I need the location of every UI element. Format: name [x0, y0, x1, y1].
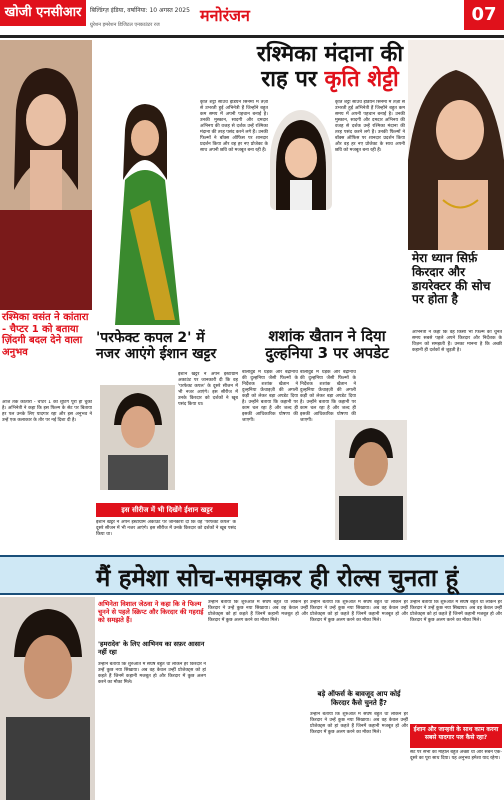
bottom-subhead: 'हमरादेव' के लिए आभिनय का सफ़र आसान नहीं रहा [98, 640, 205, 656]
rashmika-body-col1 [200, 100, 268, 320]
shashank-photo [335, 420, 407, 540]
interview-banner [0, 555, 504, 595]
ishaan-photo [100, 385, 175, 490]
left-sidebar-text: आज तक कांतारा - चैप्टर 1 की शूटिंग पूरी हो चुकी है। अभिनेत्री ने कहा कि इस फिल्म के सेट पर बिताया हर पल उनके लिए यादगार रहा और इस अनुभव ने उन्हें एक कलाकार के तौर पर नई दिशा दी है। [2, 400, 92, 423]
bottom-question: बड़े ऑफर्स के बावजूद आप कोई किरदार कैसे चुनते हैं? [317, 690, 401, 707]
rashmika-portrait [270, 110, 332, 210]
rashmika-body-col2 [335, 100, 405, 320]
left-actress-photo [0, 40, 92, 310]
right-actress-photo [408, 40, 504, 250]
bottom-body-col2 [208, 600, 308, 797]
rashmika-headline-line2a: राह पर [261, 67, 317, 93]
shashank-body-col1 [242, 370, 298, 550]
bottom-body-text-4: उन्होंने बताया कि शुरुआत में संघर्ष बहुत था लेकिन हर किरदार ने उन्हें कुछ नया सिखाया। अब वह केवल उन्हीं प्रोजेक्ट्स को हां कहते हैं जिनमें कहानी मजबूत हो और किरदार में कुछ अलग करने का मौका मिले। [310, 712, 408, 735]
shashank-headline-b: दुल्हनिया 3 पर अपडेट [265, 344, 389, 363]
bottom-right-text: सेट पर सभी का माहौल बहुत अच्छा था और सबने एक-दूसरे का पूरा साथ दिया। यह अनुभव हमेशा याद रहेगा। [410, 750, 502, 761]
bottom-body-col5 [410, 600, 502, 722]
shashank-headline [242, 328, 412, 363]
page-number: 07 [464, 0, 504, 30]
ishaan-body-col1 [178, 372, 238, 497]
rashmika-body-text-1: कृति शेट्टी साउथ इंडियन सिनेमा में तेज़ी से उभरती हुई अभिनेत्री हैं जिन्होंने बहुत कम समय में अपनी पहचान बनाई है। उनकी मुस्कान, सादगी और दमदार अभिनय की वजह से दर्शक उन्हें रश्मिका मंदाना की तरह पसंद करने लगे हैं। उनकी फिल्मों ने बॉक्स ऑफिस पर शानदार प्रदर्शन किया और वह हर नए प्रोजेक्ट के साथ अपनी छवि को मजबूत बना रही हैं। [200, 100, 268, 153]
masthead [0, 0, 504, 38]
bottom-body-text-3: उन्होंने बताया कि शुरुआत में संघर्ष बहुत था लेकिन हर किरदार ने उन्हें कुछ नया सिखाया। अब वह केवल उन्हीं प्रोजेक्ट्स को हां कहते हैं जिनमें कहानी मजबूत हो और किरदार में कुछ अलग करने का मौका मिले। [310, 600, 408, 623]
bottom-body-col4 [310, 712, 408, 797]
ishaan-headline-a: 'परफेक्ट कपल 2' में [96, 330, 205, 346]
bottom-right-question-box: ईशान और जान्हवी के साथ काम करना सबसे यादगार पल कैसे रहा? [410, 724, 502, 748]
dateline: बिल्डिंग्ज़ इंडिया, वर्षानिया: 10 अगस्त 2025 [90, 7, 190, 14]
bottom-body-col3 [310, 600, 408, 686]
rashmika-body-text-2: कृति शेट्टी साउथ इंडियन सिनेमा में तेज़ी से उभरती हुई अभिनेत्री हैं जिन्होंने बहुत कम समय में अपनी पहचान बनाई है। उनकी मुस्कान, सादगी और दमदार अभिनय की वजह से दर्शक उन्हें रश्मिका मंदाना की तरह पसंद करने लगे हैं। उनकी फिल्मों ने बॉक्स ऑफिस पर शानदार प्रदर्शन किया और वह हर नए प्रोजेक्ट के साथ अपनी छवि को मजबूत बना रही हैं। [335, 100, 405, 153]
bottom-actor-photo [0, 597, 95, 800]
right-sidebar-text: अभिनेत्री ने कहा कि वह किसी भी फिल्म को चुनते समय सबसे पहले अपने किरदार और निर्देशक के विज़न को समझती हैं। उनका मानना है कि अच्छी कहानी ही दर्शकों से जुड़ती है। [412, 330, 502, 353]
ishaan-body-text-2: ईशान खट्टर ने अपने इंस्टाग्राम अकाउंट पर जानकारी दी कि वह 'परफेक्ट कपल' के दूसरे सीजन में भी नजर आएंगे। इस सीरीज में उनके किरदार को दर्शकों ने खूब पसंद किया था। [96, 520, 236, 537]
bottom-intro: अभिनेता विशाल जेठवा ने कहा कि वे फिल्म चुनने से पहले स्क्रिप्ट और किरदार की गहराई को समझते हैं। [98, 600, 204, 624]
shashank-body-text-2: बॉलीवुड में धड़क और बद्रीनाथ की दुल्हनिया जैसी फिल्मों के निर्देशक शशांक खैतान ने दुल्हनिया फ्रेंचाइज़ी की अगली कड़ी को लेकर बड़ा अपडेट दिया है। उन्होंने बताया कि कहानी पर काम चल रहा है और जल्द ही इसकी आधिकारिक घोषणा की जाएगी। [300, 370, 356, 423]
bottom-right-body [410, 750, 502, 798]
ishaan-body-col2 [96, 520, 236, 552]
left-sidebar-headline: रश्मिका वसंत ने कांतारा - चैप्टर 1 को बताया ज़िंदगी बदल देने वाला अनुभव [2, 312, 89, 358]
bottom-body-col1 [98, 662, 206, 797]
rashmika-headline-line1: रश्मिका मंदाना की [256, 42, 404, 67]
brand-logo: खोजी एनसीआर [0, 0, 86, 26]
banner-headline: मैं हमेशा सोच-समझकर ही रोल्स चुनता हूं [96, 564, 459, 592]
ishaan-body-text-1: ईशान खट्टर ने अपने इंस्टाग्राम अकाउंट पर जानकारी दी कि वह 'परफेक्ट कपल' के दूसरे सीजन में भी नजर आएंगे। इस सीरीज में उनके किरदार को दर्शकों ने खूब पसंद किया था। [178, 372, 238, 407]
rashmika-headline-line2b: कृति शेट्टी [324, 67, 399, 93]
bottom-body-text-1: उन्होंने बताया कि शुरुआत में संघर्ष बहुत था लेकिन हर किरदार ने उन्हें कुछ नया सिखाया। अब वह केवल उन्हीं प्रोजेक्ट्स को हां कहते हैं जिनमें कहानी मजबूत हो और किरदार में कुछ अलग करने का मौका मिले। [98, 662, 206, 685]
center-saree-photo [95, 90, 195, 325]
bottom-body-text-2: उन्होंने बताया कि शुरुआत में संघर्ष बहुत था लेकिन हर किरदार ने उन्हें कुछ नया सिखाया। अब वह केवल उन्हीं प्रोजेक्ट्स को हां कहते हैं जिनमें कहानी मजबूत हो और किरदार में कुछ अलग करने का मौका मिले। [208, 600, 308, 623]
ishaan-caption: इस सीरीज में भी दिखेंगे ईशान खट्टर [96, 503, 238, 517]
left-sidebar-body [2, 400, 92, 550]
right-sidebar-headline: मेरा ध्यान सिर्फ़ किरदार और डायरेक्टर की सोच पर होता है [412, 251, 491, 307]
section-title: मनोरंजन [200, 6, 250, 25]
ishaan-headline-b: नजर आएंगे ईशान खट्टर [96, 346, 217, 363]
tagline: ग्रुरेशन इमरेशन डिजिटल एनकाउंटर रज [90, 22, 160, 28]
bottom-body-text-5: उन्होंने बताया कि शुरुआत में संघर्ष बहुत था लेकिन हर किरदार ने उन्हें कुछ नया सिखाया। अब वह केवल उन्हीं प्रोजेक्ट्स को हां कहते हैं जिनमें कहानी मजबूत हो और किरदार में कुछ अलग करने का मौका मिले। [410, 600, 502, 623]
right-sidebar-body [412, 330, 502, 550]
shashank-body-text-1: बॉलीवुड में धड़क और बद्रीनाथ की दुल्हनिया जैसी फिल्मों के निर्देशक शशांक खैतान ने दुल्हनिया फ्रेंचाइज़ी की अगली कड़ी को लेकर बड़ा अपडेट दिया है। उन्होंने बताया कि कहानी पर काम चल रहा है और जल्द ही इसकी आधिकारिक घोषणा की जाएगी। [242, 370, 298, 423]
shashank-headline-a: शशांक खैतान ने दिया [268, 327, 386, 345]
